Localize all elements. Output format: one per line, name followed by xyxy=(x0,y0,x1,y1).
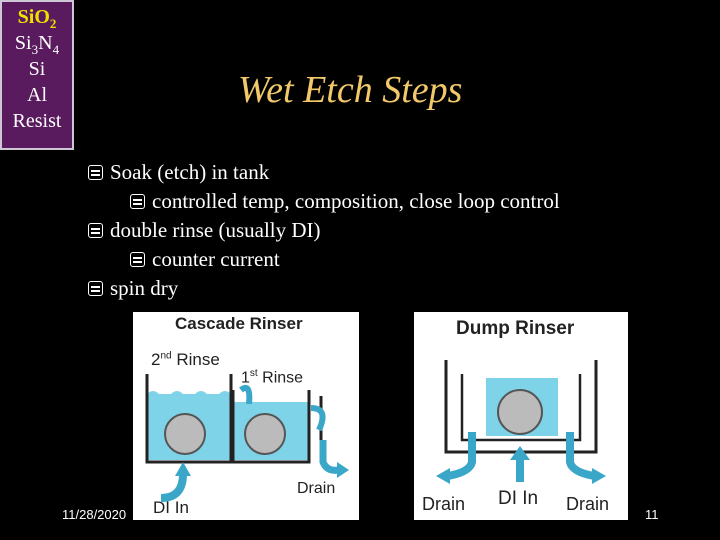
legend-al: Al xyxy=(27,84,47,106)
page-number: 11 xyxy=(645,507,659,522)
drain-arrow-icon xyxy=(570,432,594,476)
sub-bullet-item: controlled temp, composition, close loop control xyxy=(88,187,560,216)
dump-drain-right-label: Drain xyxy=(566,494,610,514)
bullet-icon xyxy=(88,223,103,238)
bullet-item: spin dry xyxy=(88,274,560,303)
material-legend xyxy=(0,0,74,150)
dump-rinser-diagram xyxy=(414,312,628,520)
legend-resist: Resist xyxy=(12,110,62,132)
second-rinse-label: 2nd Rinse xyxy=(151,350,220,369)
slide-title: Wet Etch Steps xyxy=(238,69,463,111)
wafer-icon xyxy=(498,390,542,434)
bullet-item: Soak (etch) in tank xyxy=(88,158,560,187)
bullet-icon xyxy=(130,252,145,267)
di-in-arrow-icon xyxy=(161,474,183,498)
legend-sio2: SiO$_2$ xyxy=(17,6,57,31)
dump-drain-left-label: Drain xyxy=(422,494,466,514)
drain-arrow-icon xyxy=(323,440,339,470)
footer-date: 11/28/2020 xyxy=(62,507,127,522)
bullet-icon xyxy=(88,165,103,180)
bullet-item: double rinse (usually DI) xyxy=(88,216,560,245)
bullet-icon xyxy=(130,194,145,209)
overflow-arrow-icon xyxy=(241,388,249,404)
legend-si3n4: $Si_3N_4$ xyxy=(14,32,60,57)
bullet-icon xyxy=(88,281,103,296)
cascade-drain-label: Drain xyxy=(297,480,336,497)
bullet-list xyxy=(88,158,560,303)
cascade-title: Cascade Rinser xyxy=(175,314,303,333)
wafer-icon xyxy=(245,414,285,454)
cascade-di-in-label: DI In xyxy=(153,498,189,517)
sub-bullet-item: counter current xyxy=(88,245,560,274)
overflow-arrow-icon xyxy=(311,408,323,430)
dump-title: Dump Rinser xyxy=(456,318,575,339)
legend-si: Si xyxy=(28,58,46,80)
cascade-rinser-diagram xyxy=(133,312,359,520)
drain-arrow-icon xyxy=(448,432,472,476)
first-rinse-label: 1st Rinse xyxy=(241,368,304,387)
wafer-icon xyxy=(165,414,205,454)
dump-di-in-label: DI In xyxy=(498,488,539,509)
